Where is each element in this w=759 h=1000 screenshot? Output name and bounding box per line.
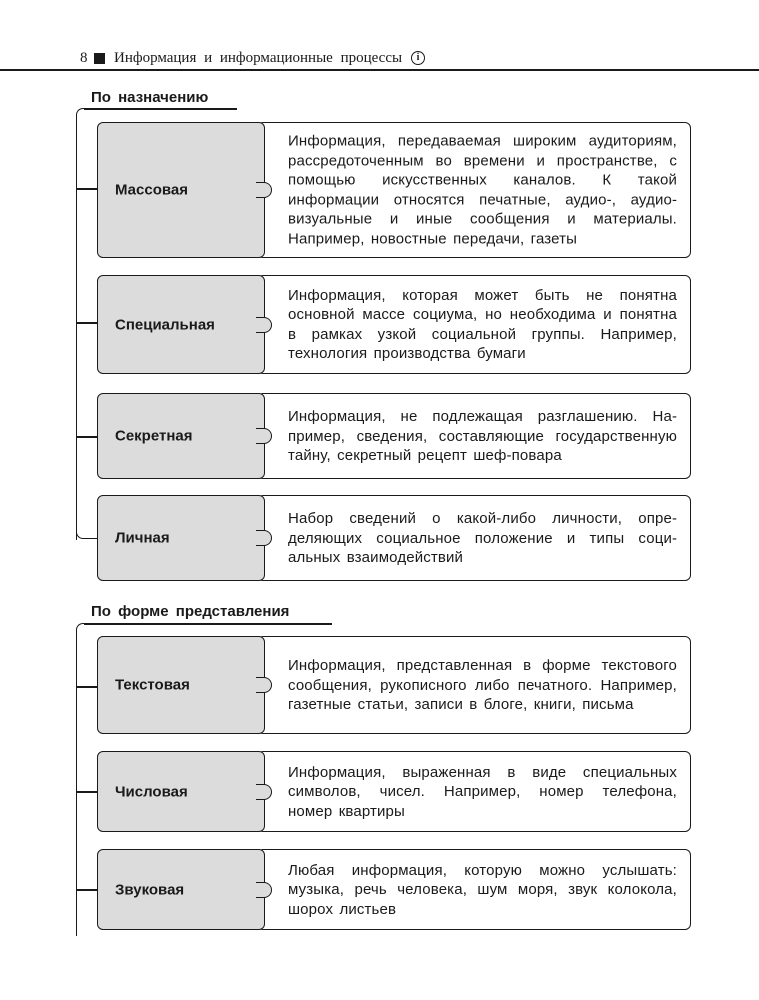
- description-text: Информация, которая может быть не понятна основной массе социума, но необходима и понятна в рамках узкой социальной группы. Например, технология производства бумаги: [288, 286, 677, 362]
- label-box: [97, 636, 265, 734]
- description-box: [257, 849, 691, 930]
- category-label: Числовая: [115, 783, 188, 800]
- chapter-title: Информация и информационные процессы: [114, 50, 403, 66]
- bracket-connector: [76, 686, 98, 688]
- info-icon: i: [411, 51, 425, 65]
- bracket-connector: [76, 791, 98, 793]
- description-text: Набор сведений о какой-либо личности, определяющих социальное положение и типы социальных взаимодействий: [288, 509, 677, 566]
- puzzle-knob: [256, 882, 272, 898]
- puzzle-knob: [256, 784, 272, 800]
- classification-row: [97, 849, 691, 930]
- description-box: [257, 751, 691, 832]
- category-label: Секретная: [115, 427, 193, 445]
- section-heading: По назначению: [91, 89, 209, 106]
- category-label: Текстовая: [115, 676, 190, 694]
- label-box: [97, 751, 265, 832]
- puzzle-knob: [256, 530, 272, 546]
- category-label: Звуковая: [115, 881, 185, 898]
- description-text: Информация, не подлежащая разглашению. Например, сведения, составляющие государственную тайну, секретный рецепт шеф-повара: [288, 407, 677, 464]
- classification-row: [97, 751, 691, 832]
- label-box: [97, 849, 265, 930]
- label-box: [97, 393, 265, 479]
- label-box: [97, 122, 265, 258]
- bracket-connector: [76, 889, 98, 891]
- description-text: Любая информация, которую можно услышать: музыка, речь человека, шум моря, звук колокола, шорох листьев: [288, 861, 677, 918]
- description-text: Информация, выраженная в виде специальных символов, чисел. Например, номер телефона, номер квартиры: [288, 763, 677, 820]
- label-box: [97, 275, 265, 374]
- label-box: [97, 495, 265, 581]
- description-box: [257, 636, 691, 734]
- puzzle-knob: [256, 317, 272, 333]
- category-label: Личная: [115, 529, 170, 547]
- puzzle-knob: [256, 428, 272, 444]
- classification-row: [97, 636, 691, 734]
- section-heading: По форме представления: [91, 603, 290, 620]
- category-label: Специальная: [115, 316, 215, 333]
- heading-underline: [84, 623, 332, 625]
- category-label: Массовая: [115, 181, 188, 199]
- description-text: Информация, передаваемая широким аудиториям, рассредоточенным во времени и пространстве, с помощью искусственных каналов. К такой информации относятся печатные, аудио-, аудиовизуальные и иные сообщения и материалы. Например, новостные передачи, газеты: [288, 132, 677, 247]
- puzzle-knob: [256, 677, 272, 693]
- description-text: Информация, представленная в форме текстового сообщения, рукописного либо печатного. Например, газетные статьи, записи в блоге, книги, письма: [288, 656, 677, 713]
- page-number: 8: [80, 50, 88, 66]
- puzzle-knob: [256, 182, 272, 198]
